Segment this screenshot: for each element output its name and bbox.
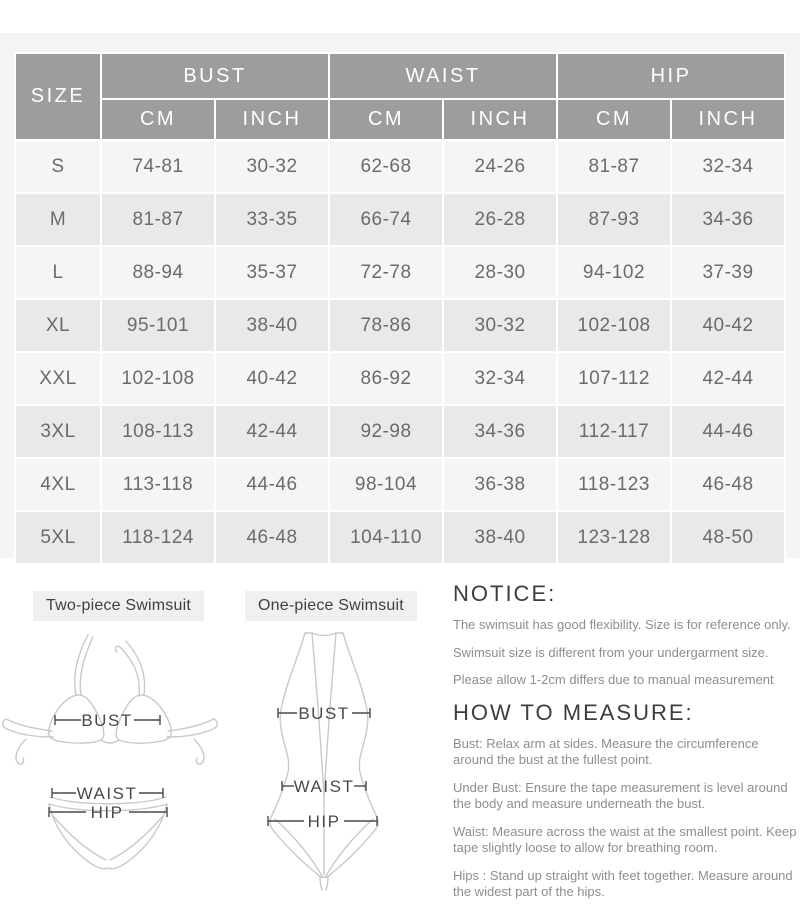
header-hip-cm: CM: [558, 100, 670, 139]
size-table: [14, 52, 786, 565]
table-row: [16, 194, 784, 245]
table-row: [16, 300, 784, 351]
one-piece-waist-label: WAIST: [293, 777, 355, 796]
value-cell: 74-81: [102, 141, 214, 192]
value-cell: 113-118: [102, 459, 214, 510]
value-cell: 38-40: [444, 512, 556, 563]
value-cell: 38-40: [216, 300, 328, 351]
one-piece-figure: [245, 625, 440, 895]
value-cell: 88-94: [102, 247, 214, 298]
two-piece-hip-label: HIP: [90, 803, 124, 822]
value-cell: 118-123: [558, 459, 670, 510]
value-cell: 108-113: [102, 406, 214, 457]
table-row: [16, 459, 784, 510]
value-cell: 32-34: [444, 353, 556, 404]
value-cell: 48-50: [672, 512, 784, 563]
two-piece-figure: [0, 625, 235, 911]
size-cell: 3XL: [16, 406, 100, 457]
table-header-row-units: [16, 100, 784, 139]
size-cell: XXL: [16, 353, 100, 404]
value-cell: 30-32: [444, 300, 556, 351]
value-cell: 118-124: [102, 512, 214, 563]
header-bust-cm: CM: [102, 100, 214, 139]
size-cell: 4XL: [16, 459, 100, 510]
header-waist-cm: CM: [330, 100, 442, 139]
size-cell: 5XL: [16, 512, 100, 563]
value-cell: 81-87: [558, 141, 670, 192]
table-row: [16, 247, 784, 298]
value-cell: 104-110: [330, 512, 442, 563]
value-cell: 87-93: [558, 194, 670, 245]
value-cell: 34-36: [444, 406, 556, 457]
value-cell: 86-92: [330, 353, 442, 404]
two-piece-label: Two-piece Swimsuit: [33, 591, 204, 621]
value-cell: 26-28: [444, 194, 556, 245]
value-cell: 44-46: [672, 406, 784, 457]
value-cell: 95-101: [102, 300, 214, 351]
measure-paragraph-waist: Waist: Measure across the waist at the smallest point. Keep tape slightly loose to allow for breathing room.: [453, 823, 797, 855]
table-row: [16, 141, 784, 192]
value-cell: 98-104: [330, 459, 442, 510]
value-cell: 36-38: [444, 459, 556, 510]
header-size: SIZE: [16, 54, 100, 139]
header-bust-inch: INCH: [216, 100, 328, 139]
value-cell: 35-37: [216, 247, 328, 298]
measure-paragraph-hips: Hips : Stand up straight with feet together. Measure around the widest part of the hips.: [453, 867, 793, 899]
value-cell: 37-39: [672, 247, 784, 298]
value-cell: 44-46: [216, 459, 328, 510]
table-header-row-groups: [16, 54, 784, 98]
value-cell: 33-35: [216, 194, 328, 245]
header-hip: HIP: [558, 54, 784, 98]
one-piece-hip-label: HIP: [307, 812, 341, 831]
value-cell: 112-117: [558, 406, 670, 457]
header-hip-inch: INCH: [672, 100, 784, 139]
value-cell: 92-98: [330, 406, 442, 457]
notice-line: Swimsuit size is different from your undergarment size.: [453, 644, 769, 660]
measure-paragraph-underbust: Under Bust: Ensure the tape measurement is level around the body and measure underneath the bust.: [453, 779, 788, 811]
size-cell: M: [16, 194, 100, 245]
how-to-measure-heading: HOW TO MEASURE:: [453, 699, 694, 725]
table-row: [16, 512, 784, 563]
value-cell: 94-102: [558, 247, 670, 298]
value-cell: 46-48: [216, 512, 328, 563]
value-cell: 32-34: [672, 141, 784, 192]
two-piece-waist-label: WAIST: [76, 784, 138, 803]
two-piece-bust-label: BUST: [81, 711, 133, 730]
size-cell: S: [16, 141, 100, 192]
value-cell: 40-42: [216, 353, 328, 404]
value-cell: 42-44: [216, 406, 328, 457]
value-cell: 102-108: [102, 353, 214, 404]
value-cell: 24-26: [444, 141, 556, 192]
value-cell: 46-48: [672, 459, 784, 510]
value-cell: 81-87: [102, 194, 214, 245]
value-cell: 40-42: [672, 300, 784, 351]
value-cell: 72-78: [330, 247, 442, 298]
notice-heading: NOTICE:: [453, 581, 557, 606]
size-cell: XL: [16, 300, 100, 351]
measure-paragraph-bust: Bust: Relax arm at sides. Measure the circumference around the bust at the fullest point.: [453, 735, 759, 767]
value-cell: 78-86: [330, 300, 442, 351]
size-cell: L: [16, 247, 100, 298]
value-cell: 123-128: [558, 512, 670, 563]
table-row: [16, 406, 784, 457]
value-cell: 42-44: [672, 353, 784, 404]
header-waist-inch: INCH: [444, 100, 556, 139]
value-cell: 66-74: [330, 194, 442, 245]
info-column: [453, 581, 798, 912]
notice-line: Please allow 1-2cm differs due to manual measurement: [453, 672, 774, 687]
table-row: [16, 353, 784, 404]
value-cell: 34-36: [672, 194, 784, 245]
header-waist: WAIST: [330, 54, 556, 98]
value-cell: 28-30: [444, 247, 556, 298]
one-piece-label: One-piece Swimsuit: [245, 591, 417, 621]
value-cell: 102-108: [558, 300, 670, 351]
header-bust: BUST: [102, 54, 328, 98]
value-cell: 107-112: [558, 353, 670, 404]
value-cell: 30-32: [216, 141, 328, 192]
one-piece-bust-label: BUST: [298, 704, 350, 723]
value-cell: 62-68: [330, 141, 442, 192]
notice-line: The swimsuit has good flexibility. Size is for reference only.: [453, 617, 791, 632]
